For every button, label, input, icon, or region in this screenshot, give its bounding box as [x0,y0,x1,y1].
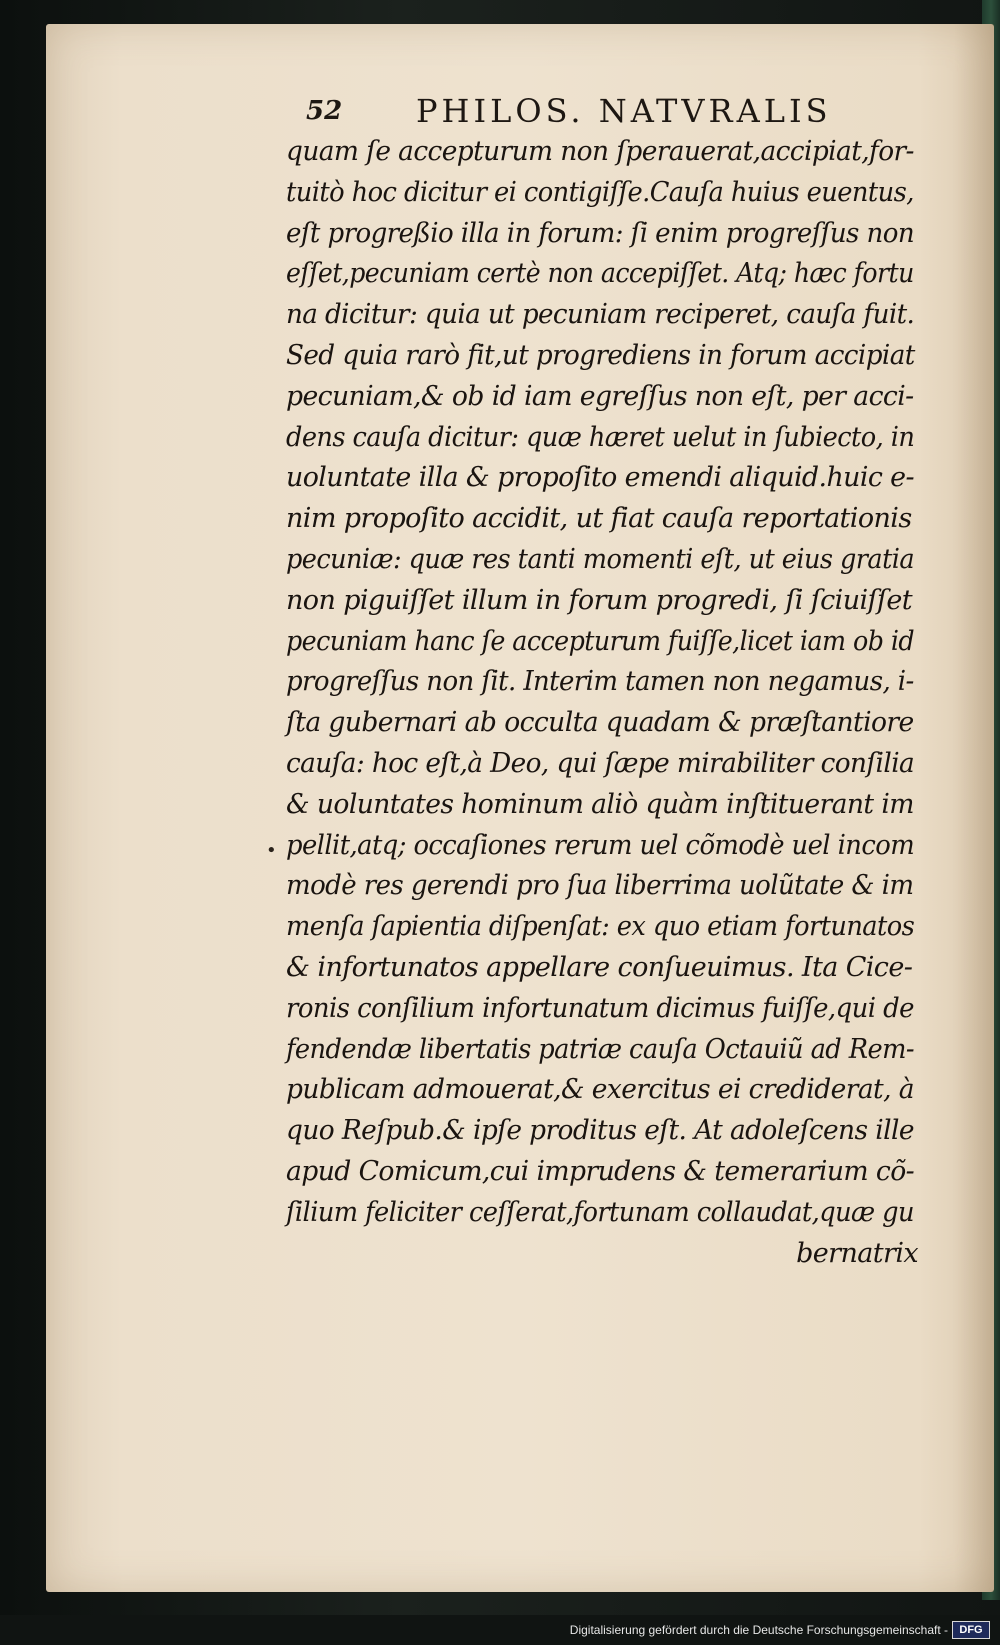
margin-mark: • [266,840,277,861]
body-text [286,132,926,1274]
footer-bar [0,1615,1000,1645]
text-line: pecuniam hanc ſe accepturum fuiſſe,licet iam ob id [286,625,915,657]
text-line: non piguiſſet illum in forum progredi, ſi ſciuiſſet [286,584,912,616]
text-line: menſa ſapientia diſpenſat: ex quo etiam fortunatos [286,911,915,943]
text-line: tuitò hoc dicitur ei contigiſſe.Cauſa huius euentus, [286,176,914,208]
catchword: bernatrix [796,1237,918,1269]
text-line: ſta gubernari ab occulta quadam & præſtantiore [286,707,914,739]
funding-credit: Digitalisierung gefördert durch die Deutsche Forschungsgemeinschaft - [569,1623,948,1637]
text-line: & infortunatos appellare conſueuimus. Ita Cice- [286,951,913,983]
text-line: Sed quia rarò fit,ut progrediens in forum accipiat [286,339,915,371]
text-line: quam ſe accepturum non ſperauerat,accipiat,for- [286,136,914,167]
text-line: dens cauſa dicitur: quæ hæret uelut in ſubiecto, in [286,421,915,453]
text-line: ronis conſilium infortunatum dicimus fuiſſe,qui de [286,992,914,1024]
text-line: cauſa: hoc eſt,à Deo, qui ſæpe mirabiliter conſilia [286,747,915,779]
text-line: publicam admouerat,& exercitus ei crediderat, à [286,1074,914,1106]
text-line: eſt progreßio illa in forum: ſi enim progreſſus non [286,217,915,249]
page-number: 52 [306,96,343,126]
text-line: fendendæ libertatis patriæ cauſa Octauiũ ad Rem- [286,1033,914,1065]
text-line: uoluntate illa & propoſito emendi aliquid.huic e- [286,462,914,494]
text-line: apud Comicum,cui imprudens & temerarium cõ- [286,1155,915,1187]
text-line: nim propoſito accidit, ut fiat cauſa reportationis [286,503,912,535]
page-header [306,92,866,136]
text-line: pellit,atq; occaſiones rerum uel cõmodè uel incom [286,829,915,861]
text-line: eſſet,pecuniam certè non accepiſſet. Atq; hæc fortu [286,258,914,290]
text-line: na dicitur: quia ut pecuniam reciperet, cauſa fuit. [286,299,915,331]
text-line: pecuniæ: quæ res tanti momenti eſt, ut eius gratia [286,543,915,575]
text-line: modè res gerendi pro ſua liberrima uolũtate & im [286,870,914,902]
running-title: PHILOS. NATVRALIS [416,92,832,130]
text-line: ſilium feliciter ceſſerat,fortunam collaudat,quæ gu [286,1196,914,1228]
dfg-logo: DFG [952,1621,990,1639]
text-line: & uoluntates hominum aliò quàm inſtituerant im [286,788,914,820]
text-line: quo Reſpub.& ipſe proditus eſt. At adoleſcens ille [286,1115,914,1147]
text-line: progreſſus non ſit. Interim tamen non negamus, i- [286,666,914,698]
text-line: pecuniam,& ob id iam egreſſus non eſt, per acci- [286,380,914,412]
